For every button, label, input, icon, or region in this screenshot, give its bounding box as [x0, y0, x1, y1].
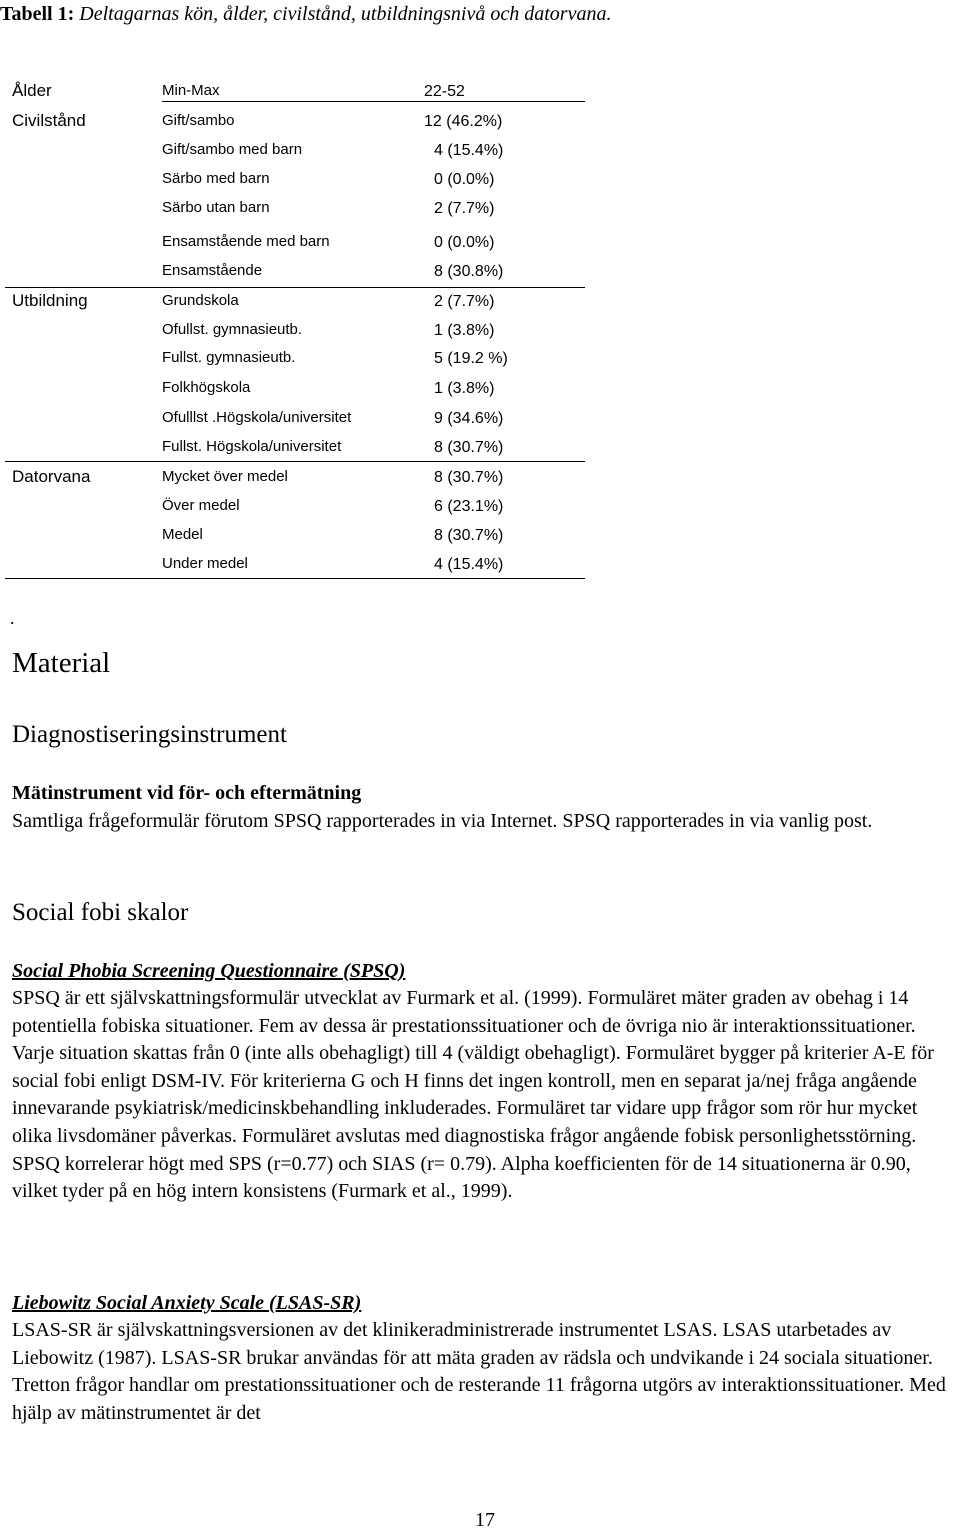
table-value-cell: 8 (30.8%) — [434, 263, 504, 280]
table-value-cell: 8 (30.7%) — [434, 527, 504, 544]
table-item-cell: Ensamstående — [162, 262, 263, 279]
table-value-cell: 4 (15.4%) — [434, 142, 504, 159]
table-rule-utbildning — [5, 461, 585, 462]
table-item-cell: Ofulllst .Högskola/universitet — [162, 409, 352, 426]
heading-matinstrument: Mätinstrument vid för- och eftermätning — [12, 782, 362, 804]
table-value-cell: 2 (7.7%) — [434, 293, 495, 310]
paragraph-matinstrument: Samtliga frågeformulär förutom SPSQ rapporterades in via Internet. SPSQ rapporterades in via vanlig post. — [12, 810, 873, 832]
table-rule-header — [162, 101, 585, 102]
table-item-cell: Folkhögskola — [162, 379, 251, 396]
table-item-cell: Grundskola — [162, 292, 239, 309]
subheading-social-fobi-skalor: Social fobi skalor — [12, 899, 189, 926]
table-value-cell: 6 (23.1%) — [434, 498, 504, 515]
table-item-cell: Gift/sambo — [162, 112, 235, 129]
table-value-cell: 1 (3.8%) — [434, 380, 495, 397]
table-category-cell: Utbildning — [12, 291, 88, 310]
table-rule-bottom — [5, 578, 585, 579]
table-value-cell: 2 (7.7%) — [434, 200, 495, 217]
table-value-cell: 4 (15.4%) — [434, 556, 504, 573]
demographics-table — [0, 0, 960, 600]
table-item-cell: Särbo utan barn — [162, 199, 270, 216]
table-item-cell: Medel — [162, 526, 203, 543]
table-value-cell: 12 (46.2%) — [424, 113, 503, 130]
page-number: 17 — [475, 1509, 495, 1531]
table-item-cell: Gift/sambo med barn — [162, 141, 303, 158]
table-value-cell: 0 (0.0%) — [434, 234, 495, 251]
table-item-cell: Särbo med barn — [162, 170, 270, 187]
table-value-cell: 8 (30.7%) — [434, 439, 504, 456]
table-value-cell: 8 (30.7%) — [434, 469, 504, 486]
heading-lsas: Liebowitz Social Anxiety Scale (LSAS-SR) — [12, 1292, 362, 1314]
table-item-cell: Under medel — [162, 555, 248, 572]
table-item-cell: Fullst. gymnasieutb. — [162, 349, 296, 366]
heading-spsq: Social Phobia Screening Questionnaire (SPSQ) — [12, 960, 406, 982]
table-item-cell: Fullst. Högskola/universitet — [162, 438, 342, 455]
table-category-cell: Ålder — [12, 81, 52, 100]
paragraph-spsq: SPSQ är ett självskattningsformulär utvecklat av Furmark et al. (1999). Formuläret mäter graden av obehag i 14 potentiella fobiska situationer. Fem av dessa är prestationssituationer och de övriga nio är interaktionssituationer. Varje situation skattas från 0 (inte alls obehagligt) till 4 (väldigt obehagligt). Formuläret bygger på kriterier A-E för social fobi enligt DSM-IV. För kriterierna G och H finns det ingen kontroll, men en separat ja/nej fråga angående innevarande psykiatrisk/medicinskbehandling inkluderades. Formuläret tar vidare upp frågor som rör hur mycket olika livsdomäner påverkas. Formuläret avslutas med diagnostiska frågor angående fobisk personlighetsstörning. SPSQ korrelerar högt med SPS (r=0.77) och SIAS (r= 0.79). Alpha koefficienten för de 14 situationerna är 0.90, vilket tyder på en hög intern konsistens (Furmark et al., 1999). — [12, 987, 934, 1203]
table-value-cell: 5 (19.2 %) — [434, 350, 508, 367]
table-caption-text: Deltagarnas kön, ålder, civilstånd, utbildningsnivå och datorvana. — [79, 3, 612, 25]
table-item-cell: Ensamstående med barn — [162, 233, 330, 250]
subheading-diagnostiseringsinstrument: Diagnostiseringsinstrument — [12, 721, 287, 748]
table-value-cell: 0 (0.0%) — [434, 171, 495, 188]
table-category-cell: Datorvana — [12, 467, 91, 486]
section-heading-material: Material — [12, 647, 111, 679]
table-value-cell: 22-52 — [424, 83, 465, 100]
table-category-cell: Civilstånd — [12, 111, 86, 130]
table-item-cell: Mycket över medel — [162, 468, 288, 485]
table-rule-civilstand — [5, 287, 585, 288]
table-value-cell: 1 (3.8%) — [434, 322, 495, 339]
table-caption-label: Tabell 1: — [0, 3, 75, 25]
table-item-cell: Min-Max — [162, 82, 220, 99]
stray-dot: . — [10, 608, 15, 628]
table-item-cell: Ofullst. gymnasieutb. — [162, 321, 303, 338]
table-item-cell: Över medel — [162, 497, 240, 514]
paragraph-lsas: LSAS-SR är självskattningsversionen av det klinikeradministrerade instrumentet LSAS. LSAS utarbetades av Liebowitz (1987). LSAS-SR brukar användas för att mäta graden av rädsla och undvikande i 24 sociala situationer. Tretton frågor handlar om prestationssituationer och de resterande 11 frågorna utgörs av interaktionssituationer. Med hjälp av mätinstrumentet är det — [12, 1319, 946, 1424]
table-value-cell: 9 (34.6%) — [434, 410, 504, 427]
